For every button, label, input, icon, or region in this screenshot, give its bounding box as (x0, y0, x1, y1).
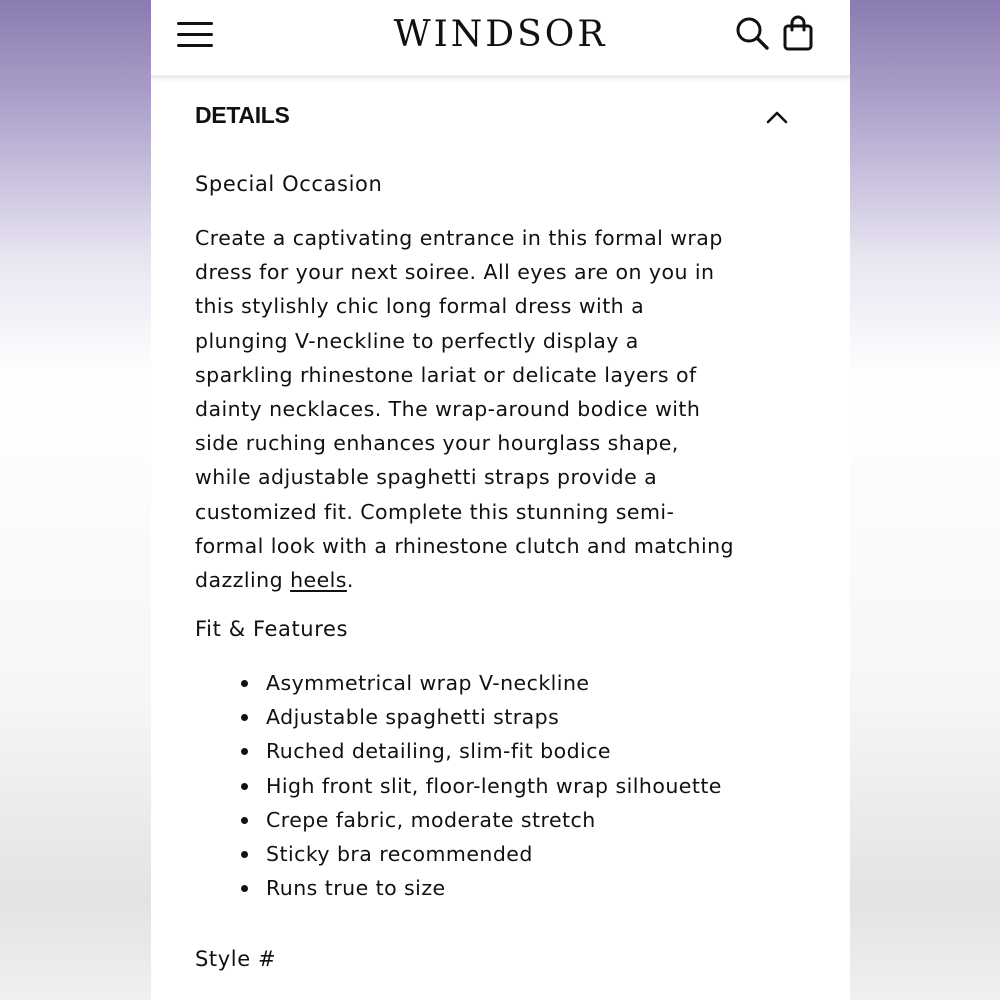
bullet-icon (241, 783, 248, 790)
heels-link[interactable]: heels (290, 568, 347, 593)
description-line: side ruching enhances your hourglass shape, (195, 431, 679, 456)
site-header (151, 0, 850, 78)
feature-text: Sticky bra recommended (266, 841, 533, 866)
features-list (195, 666, 795, 905)
description-last-line (195, 563, 795, 597)
list-item (195, 803, 795, 837)
bullet-icon (241, 851, 248, 858)
bullet-icon (241, 817, 248, 824)
feature-text: Crepe fabric, moderate stretch (266, 807, 596, 832)
details-title: DETAILS (195, 102, 290, 128)
feature-text: Runs true to size (266, 876, 446, 901)
description-text: dazzling (195, 568, 291, 593)
description-line: plunging V-neckline to perfectly display a (195, 328, 639, 353)
list-item (195, 871, 795, 905)
category-heading: Special Occasion (195, 172, 383, 196)
description-line: while adjustable spaghetti straps provide a (195, 465, 658, 490)
bullet-icon (241, 885, 248, 892)
backdrop-left (0, 0, 151, 1000)
feature-text: Ruched detailing, slim-fit bodice (266, 739, 611, 764)
fit-features-heading: Fit & Features (195, 617, 349, 641)
list-item (195, 769, 795, 803)
description-line: customized fit. Complete this stunning semi- (195, 499, 675, 524)
list-item (195, 700, 795, 734)
details-accordion-header[interactable] (195, 100, 795, 138)
description-line: this stylishly chic long formal dress with a (195, 294, 645, 319)
description-line: dress for your next soiree. All eyes are on you in (195, 260, 715, 285)
feature-text: Adjustable spaghetti straps (266, 705, 560, 730)
description-line: sparkling rhinestone lariat or delicate layers of (195, 362, 697, 387)
search-icon[interactable] (734, 15, 770, 51)
brand-logo[interactable]: WINDSOR (393, 14, 608, 55)
list-item (195, 666, 795, 700)
description-line: Create a captivating entrance in this formal wrap (195, 226, 723, 250)
description-line: formal look with a rhinestone clutch and matching (195, 533, 735, 558)
list-item (195, 734, 795, 768)
feature-text: High front slit, floor-length wrap silhouette (266, 773, 722, 798)
bullet-icon (241, 748, 248, 755)
feature-text: Asymmetrical wrap V-neckline (266, 671, 590, 695)
product-description (195, 221, 795, 597)
description-line: dainty necklaces. The wrap-around bodice with (195, 397, 701, 422)
mobile-page (151, 0, 850, 1000)
bullet-icon (241, 714, 248, 721)
bullet-icon (241, 680, 248, 687)
backdrop-right (850, 0, 1000, 1000)
description-text: . (346, 568, 354, 593)
chevron-up-icon[interactable] (765, 108, 789, 126)
shopping-bag-icon[interactable] (781, 14, 815, 52)
style-number-heading: Style # (195, 947, 277, 971)
list-item (195, 837, 795, 871)
